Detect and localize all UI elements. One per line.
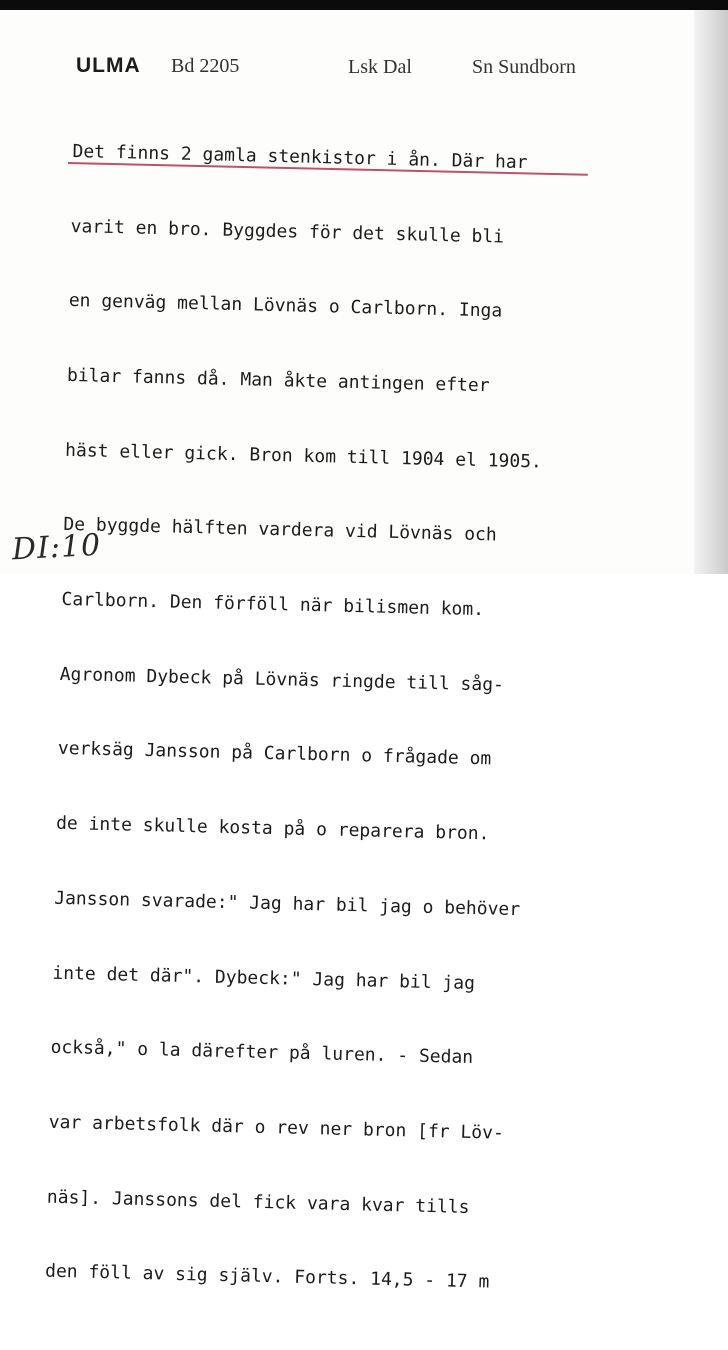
text-line: De byggde hälften vardera vid Lövnäs och	[63, 514, 497, 546]
text-line: inte det där". Dybeck:" Jag har bil jag	[52, 962, 476, 994]
scan-right-edge	[694, 10, 728, 574]
text-line: en genväg mellan Lövnäs o Carlborn. Inga	[68, 290, 503, 322]
place-name: ULMA	[76, 54, 141, 77]
text-line: varit en bro. Byggdes för det skulle bli	[70, 215, 505, 248]
province-label: Lsk Dal	[348, 56, 412, 78]
parish-label: Sn Sundborn	[472, 56, 576, 78]
handwritten-code: DI:10	[11, 527, 103, 568]
text-line: bilar fanns då. Man åkte antingen efter	[66, 364, 490, 397]
text-line: den föll av sig själv. Forts. 14,5 - 17 m	[44, 1261, 490, 1293]
text-line: näs]. Janssons del fick vara kvar tills	[46, 1186, 470, 1218]
text-line: Jansson svarade:" Jag har bil jag o behöver	[53, 887, 521, 920]
text-line: häst eller gick. Bron kom till 1904 el 1905.	[64, 439, 543, 473]
scan-top-border	[0, 0, 728, 10]
text-line: var arbetsfolk där o rev ner bron [fr Löv-	[48, 1111, 505, 1144]
text-line: Det finns 2 gamla stenkistor i ån. Där har	[72, 140, 528, 173]
reference-number: Bd 2205	[171, 55, 240, 77]
text-line: Agronom Dybeck på Lövnäs ringde till såg-	[59, 663, 505, 696]
card-header	[76, 54, 676, 84]
text-line: också," o la därefter på luren. - Sedan	[50, 1036, 474, 1069]
text-line: verksäg Jansson på Carlborn o frågade om	[57, 738, 492, 770]
text-line: de inte skulle kosta på o reparera bron.	[55, 812, 490, 845]
archive-card	[0, 10, 695, 1293]
card-body-text	[44, 90, 694, 1350]
text-line: Carlborn. Den förföll när bilismen kom.	[61, 588, 485, 621]
